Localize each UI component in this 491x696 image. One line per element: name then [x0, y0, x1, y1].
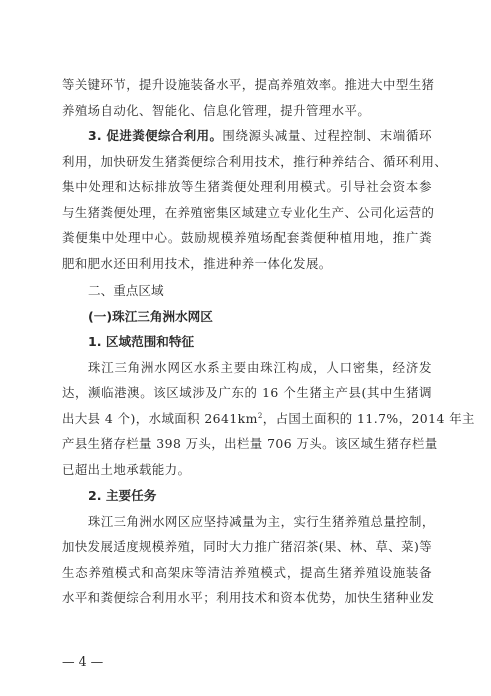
- paragraph-line: 已超出土地承载能力。: [62, 462, 191, 477]
- paragraph-line: 等关键环节，提升设施装备水平，提高养殖效率。推进大中型生猪: [62, 77, 435, 92]
- area-text-rest: ，占国土面积的 11.7%，2014 年主: [262, 411, 475, 426]
- page-number: — 4 —: [62, 654, 104, 669]
- area-text: 出大县 4 个)，水域面积 2641km: [62, 411, 258, 426]
- paragraph-line: 加快发展适度规模养殖，同时大力推广猪沼茶(果、林、草、菜)等: [62, 539, 433, 554]
- paragraph-line: 利用，加快研发生猪粪便综合利用技术，推行种养结合、循环利用、: [62, 154, 448, 169]
- section-3-title: 3. 促进粪便综合利用。: [88, 128, 223, 143]
- area-superscript: 2: [257, 412, 263, 420]
- paragraph-line: 珠江三角洲水网区水系主要由珠江构成，人口密集，经济发: [88, 360, 432, 375]
- paragraph-line: 与生猪粪便处理，在养殖密集区域建立专业化生产、公司化运营的: [62, 205, 435, 220]
- paragraph-line: 产县生猪存栏量 398 万头，出栏量 706 万头。该区域生猪存栏量: [62, 436, 438, 451]
- paragraph-line: 肥和肥水还田利用技术，推进种养一体化发展。: [62, 256, 332, 271]
- paragraph-line: 珠江三角洲水网区应坚持减量为主，实行生猪养殖总量控制，: [88, 514, 435, 529]
- heading-pearl-river-delta: (一)珠江三角洲水网区: [88, 309, 213, 324]
- paragraph-line-area: [62, 411, 475, 427]
- section-3-first-line: [62, 128, 432, 144]
- heading-main-tasks: 2. 主要任务: [88, 488, 157, 503]
- heading-region-scope: 1. 区域范围和特征: [88, 334, 195, 349]
- paragraph-line: 水平和粪便综合利用水平；利用技术和资本优势，加快生猪种业发: [62, 590, 435, 605]
- paragraph-line: 集中处理和达标排放等生猪粪便处理利用模式。引导社会资本参: [62, 179, 432, 194]
- paragraph-line: 生态养殖模式和高架床等清洁养殖模式，提高生猪养殖设施装备: [62, 565, 432, 580]
- paragraph-line: 达，濒临港澳。该区域涉及广东的 16 个生猪主产县(其中生猪调: [62, 385, 432, 400]
- heading-key-regions: 二、重点区域: [88, 283, 164, 298]
- paragraph-line: 养殖场自动化、智能化、信息化管理，提升管理水平。: [62, 103, 371, 118]
- section-3-text: 围绕源头减量、过程控制、末端循环: [222, 128, 432, 143]
- paragraph-line: 粪便集中处理中心。鼓励规模养殖场配套粪便种植用地，推广粪: [62, 230, 432, 245]
